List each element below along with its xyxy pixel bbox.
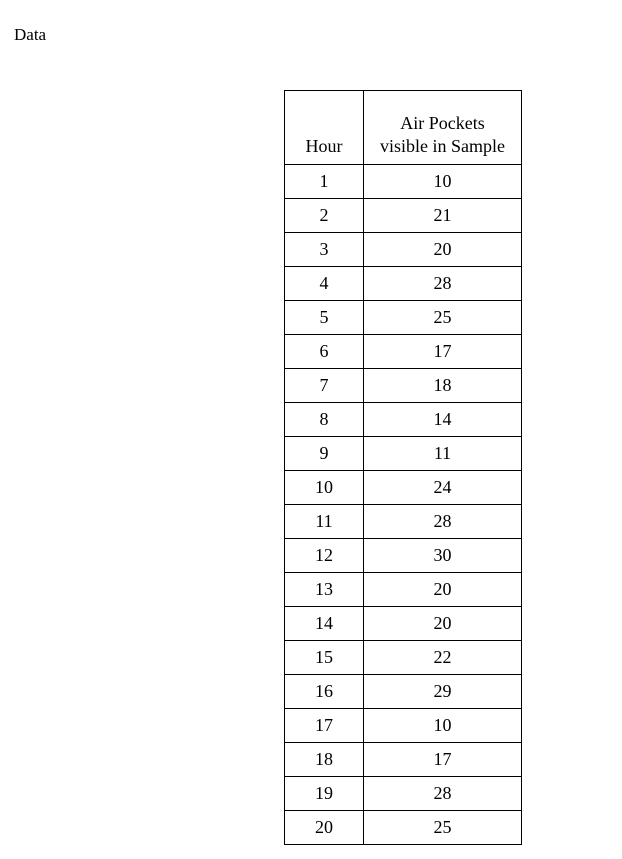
cell-air-pockets: 25 (364, 301, 522, 335)
header-air-line2: visible in Sample (380, 136, 505, 156)
cell-hour: 7 (285, 369, 364, 403)
cell-air-pockets: 17 (364, 743, 522, 777)
cell-hour: 15 (285, 641, 364, 675)
cell-air-pockets: 20 (364, 233, 522, 267)
cell-air-pockets: 10 (364, 165, 522, 199)
cell-air-pockets: 14 (364, 403, 522, 437)
table-row (285, 777, 522, 811)
table-row (285, 403, 522, 437)
section-heading: Data (14, 25, 47, 44)
cell-hour: 13 (285, 573, 364, 607)
table-row (285, 165, 522, 199)
cell-hour: 1 (285, 165, 364, 199)
cell-air-pockets: 29 (364, 675, 522, 709)
cell-air-pockets: 28 (364, 267, 522, 301)
cell-hour: 9 (285, 437, 364, 471)
header-air-line1: Air Pockets (400, 113, 485, 133)
table-row (285, 675, 522, 709)
cell-air-pockets: 22 (364, 641, 522, 675)
table-row (285, 811, 522, 845)
cell-hour: 14 (285, 607, 364, 641)
table-row (285, 335, 522, 369)
table-row (285, 369, 522, 403)
cell-hour: 12 (285, 539, 364, 573)
cell-air-pockets: 21 (364, 199, 522, 233)
cell-hour: 6 (285, 335, 364, 369)
cell-hour: 11 (285, 505, 364, 539)
cell-air-pockets: 28 (364, 777, 522, 811)
cell-air-pockets: 17 (364, 335, 522, 369)
table-body (285, 165, 522, 845)
data-table (284, 90, 522, 845)
table-row (285, 505, 522, 539)
cell-air-pockets: 30 (364, 539, 522, 573)
cell-air-pockets: 10 (364, 709, 522, 743)
table-row (285, 233, 522, 267)
table-row (285, 437, 522, 471)
table-row (285, 199, 522, 233)
cell-air-pockets: 24 (364, 471, 522, 505)
cell-air-pockets: 20 (364, 573, 522, 607)
cell-hour: 20 (285, 811, 364, 845)
header-air-pockets (364, 91, 522, 165)
cell-hour: 5 (285, 301, 364, 335)
cell-air-pockets: 25 (364, 811, 522, 845)
cell-hour: 17 (285, 709, 364, 743)
cell-hour: 10 (285, 471, 364, 505)
table-row (285, 743, 522, 777)
header-hour: Hour (285, 91, 364, 165)
cell-air-pockets: 18 (364, 369, 522, 403)
cell-hour: 2 (285, 199, 364, 233)
table-row (285, 267, 522, 301)
cell-air-pockets: 11 (364, 437, 522, 471)
cell-hour: 8 (285, 403, 364, 437)
table-row (285, 573, 522, 607)
cell-hour: 19 (285, 777, 364, 811)
table-row (285, 539, 522, 573)
table-header-row (285, 91, 522, 165)
table-row (285, 471, 522, 505)
cell-air-pockets: 28 (364, 505, 522, 539)
table-row (285, 709, 522, 743)
cell-hour: 4 (285, 267, 364, 301)
cell-air-pockets: 20 (364, 607, 522, 641)
table-row (285, 641, 522, 675)
cell-hour: 16 (285, 675, 364, 709)
cell-hour: 18 (285, 743, 364, 777)
cell-hour: 3 (285, 233, 364, 267)
table-row (285, 301, 522, 335)
table-row (285, 607, 522, 641)
